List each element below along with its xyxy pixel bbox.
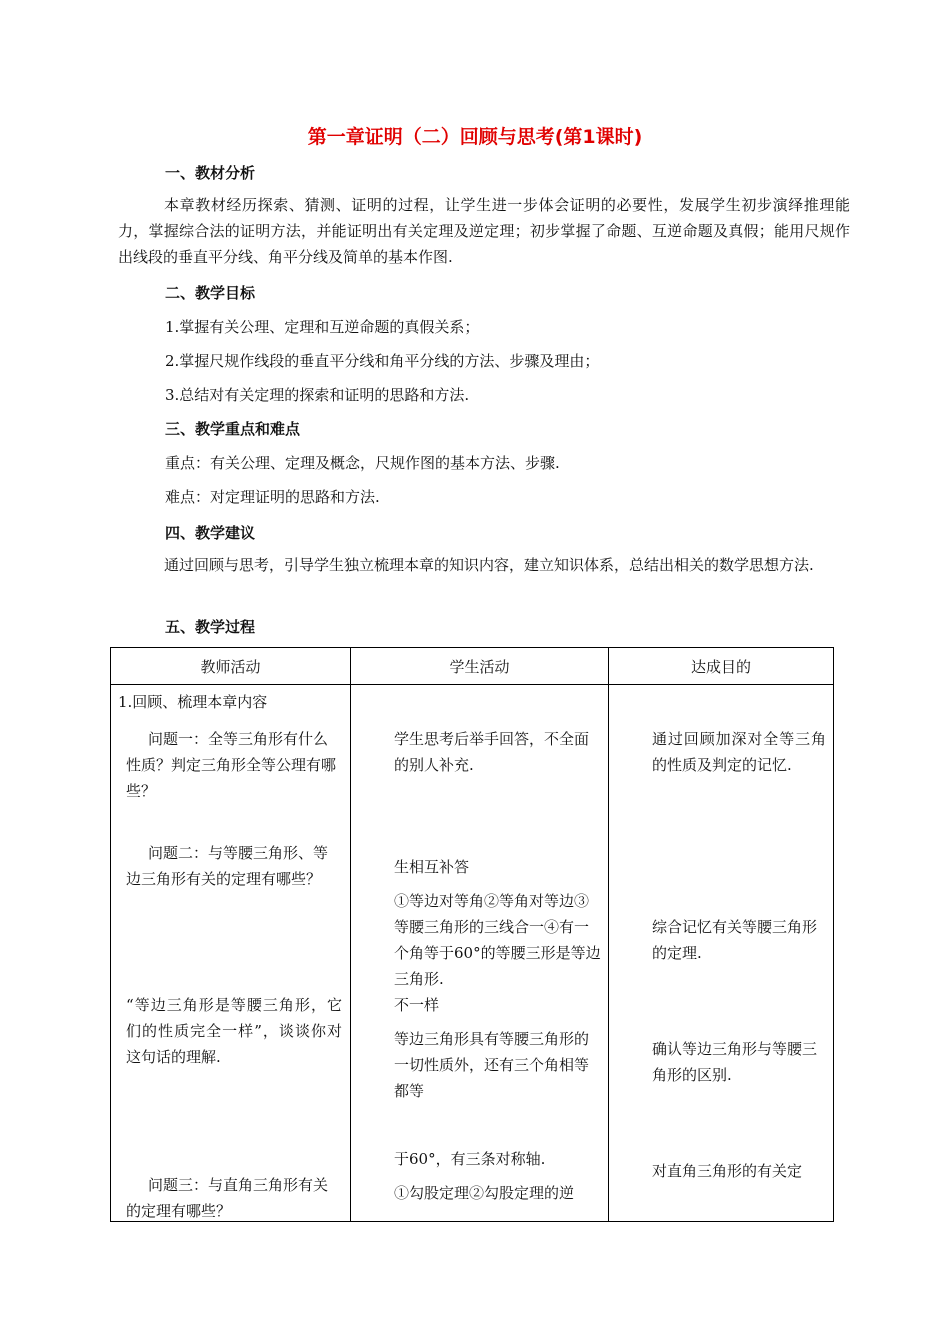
section3-heading: 三、教学重点和难点 bbox=[165, 420, 301, 438]
section1-heading: 一、教材分析 bbox=[165, 164, 256, 182]
header-student-activity: 学生活动 bbox=[351, 648, 609, 685]
objective-item-1: 1.掌握有关公理、定理和互逆命题的真假关系； bbox=[165, 318, 480, 336]
header-teacher-activity: 教师活动 bbox=[111, 648, 351, 685]
goal-column bbox=[609, 685, 834, 1222]
teacher-question-3: 问题三：与直角三角形有关的定理有哪些？ bbox=[126, 1176, 329, 1220]
objective-item-2: 2.掌握尺规作线段的垂直平分线和角平分线的方法、步骤及理由； bbox=[165, 352, 600, 370]
teacher-step-1: 1.回顾、梳理本章内容 bbox=[118, 693, 268, 711]
difficult-point: 难点：对定理证明的思路和方法. bbox=[165, 488, 380, 506]
teacher-question-equilateral: “等边三角形是等腰三角形，它们的性质完全一样”，谈谈你对这句话的理解. bbox=[126, 996, 342, 1066]
goal-3: 确认等边三角形与等腰三角形的区别. bbox=[652, 1040, 818, 1084]
student-answer-2-intro: 生相互补答 bbox=[394, 858, 470, 876]
header-goal: 达成目的 bbox=[609, 648, 834, 685]
student-answer-4: ①勾股定理②勾股定理的逆 bbox=[394, 1184, 575, 1202]
student-answer-3-cont: 于60°，有三条对称轴. bbox=[394, 1150, 546, 1168]
objective-item-3: 3.总结对有关定理的探索和证明的思路和方法. bbox=[165, 386, 470, 404]
student-column bbox=[351, 685, 609, 1222]
student-answer-1: 学生思考后举手回答，不全面的别人补充. bbox=[394, 730, 590, 774]
goal-4: 对直角三角形的有关定 bbox=[652, 1162, 803, 1180]
key-point: 重点：有关公理、定理及概念，尺规作图的基本方法、步骤. bbox=[165, 454, 560, 472]
student-answer-3-intro: 不一样 bbox=[394, 996, 440, 1014]
section2-heading: 二、教学目标 bbox=[165, 284, 256, 302]
student-answer-3-text: 等边三角形具有等腰三角形的一切性质外，还有三个角相等都等 bbox=[394, 1030, 590, 1100]
teacher-question-1: 问题一：全等三角形有什么性质？判定三角形全等公理有哪些？ bbox=[126, 730, 337, 800]
goal-2: 综合记忆有关等腰三角形的定理. bbox=[652, 918, 818, 962]
section4-heading: 四、教学建议 bbox=[165, 524, 256, 542]
teacher-column bbox=[111, 685, 351, 1222]
teaching-process-table bbox=[110, 647, 834, 1222]
section5-heading: 五、教学过程 bbox=[165, 618, 256, 636]
section4-text: 通过回顾与思考，引导学生独立梳理本章的知识内容，建立知识体系，总结出相关的数学思想方法. bbox=[164, 556, 814, 574]
student-answer-2-list: ①等边对等角②等角对等边③等腰三角形的三线合一④有一个角等于60°的等腰三形是等边三角形. bbox=[394, 892, 601, 988]
teacher-question-2: 问题二：与等腰三角形、等边三角形有关的定理有哪些？ bbox=[126, 844, 329, 888]
goal-1: 通过回顾加深对全等三角的性质及判定的记忆. bbox=[652, 730, 826, 774]
page-title: 第一章证明（二）回顾与思考(第1课时) bbox=[307, 126, 643, 148]
section1-text: 本章教材经历探索、猜测、证明的过程，让学生进一步体会证明的必要性，发展学生初步演绎推理能力，掌握综合法的证明方法，并能证明出有关定理及逆定理；初步掌握了命题、互逆命题及真假；能用尺规作出线段的垂直平分线、角平分线及简单的基本作图. bbox=[118, 196, 850, 266]
